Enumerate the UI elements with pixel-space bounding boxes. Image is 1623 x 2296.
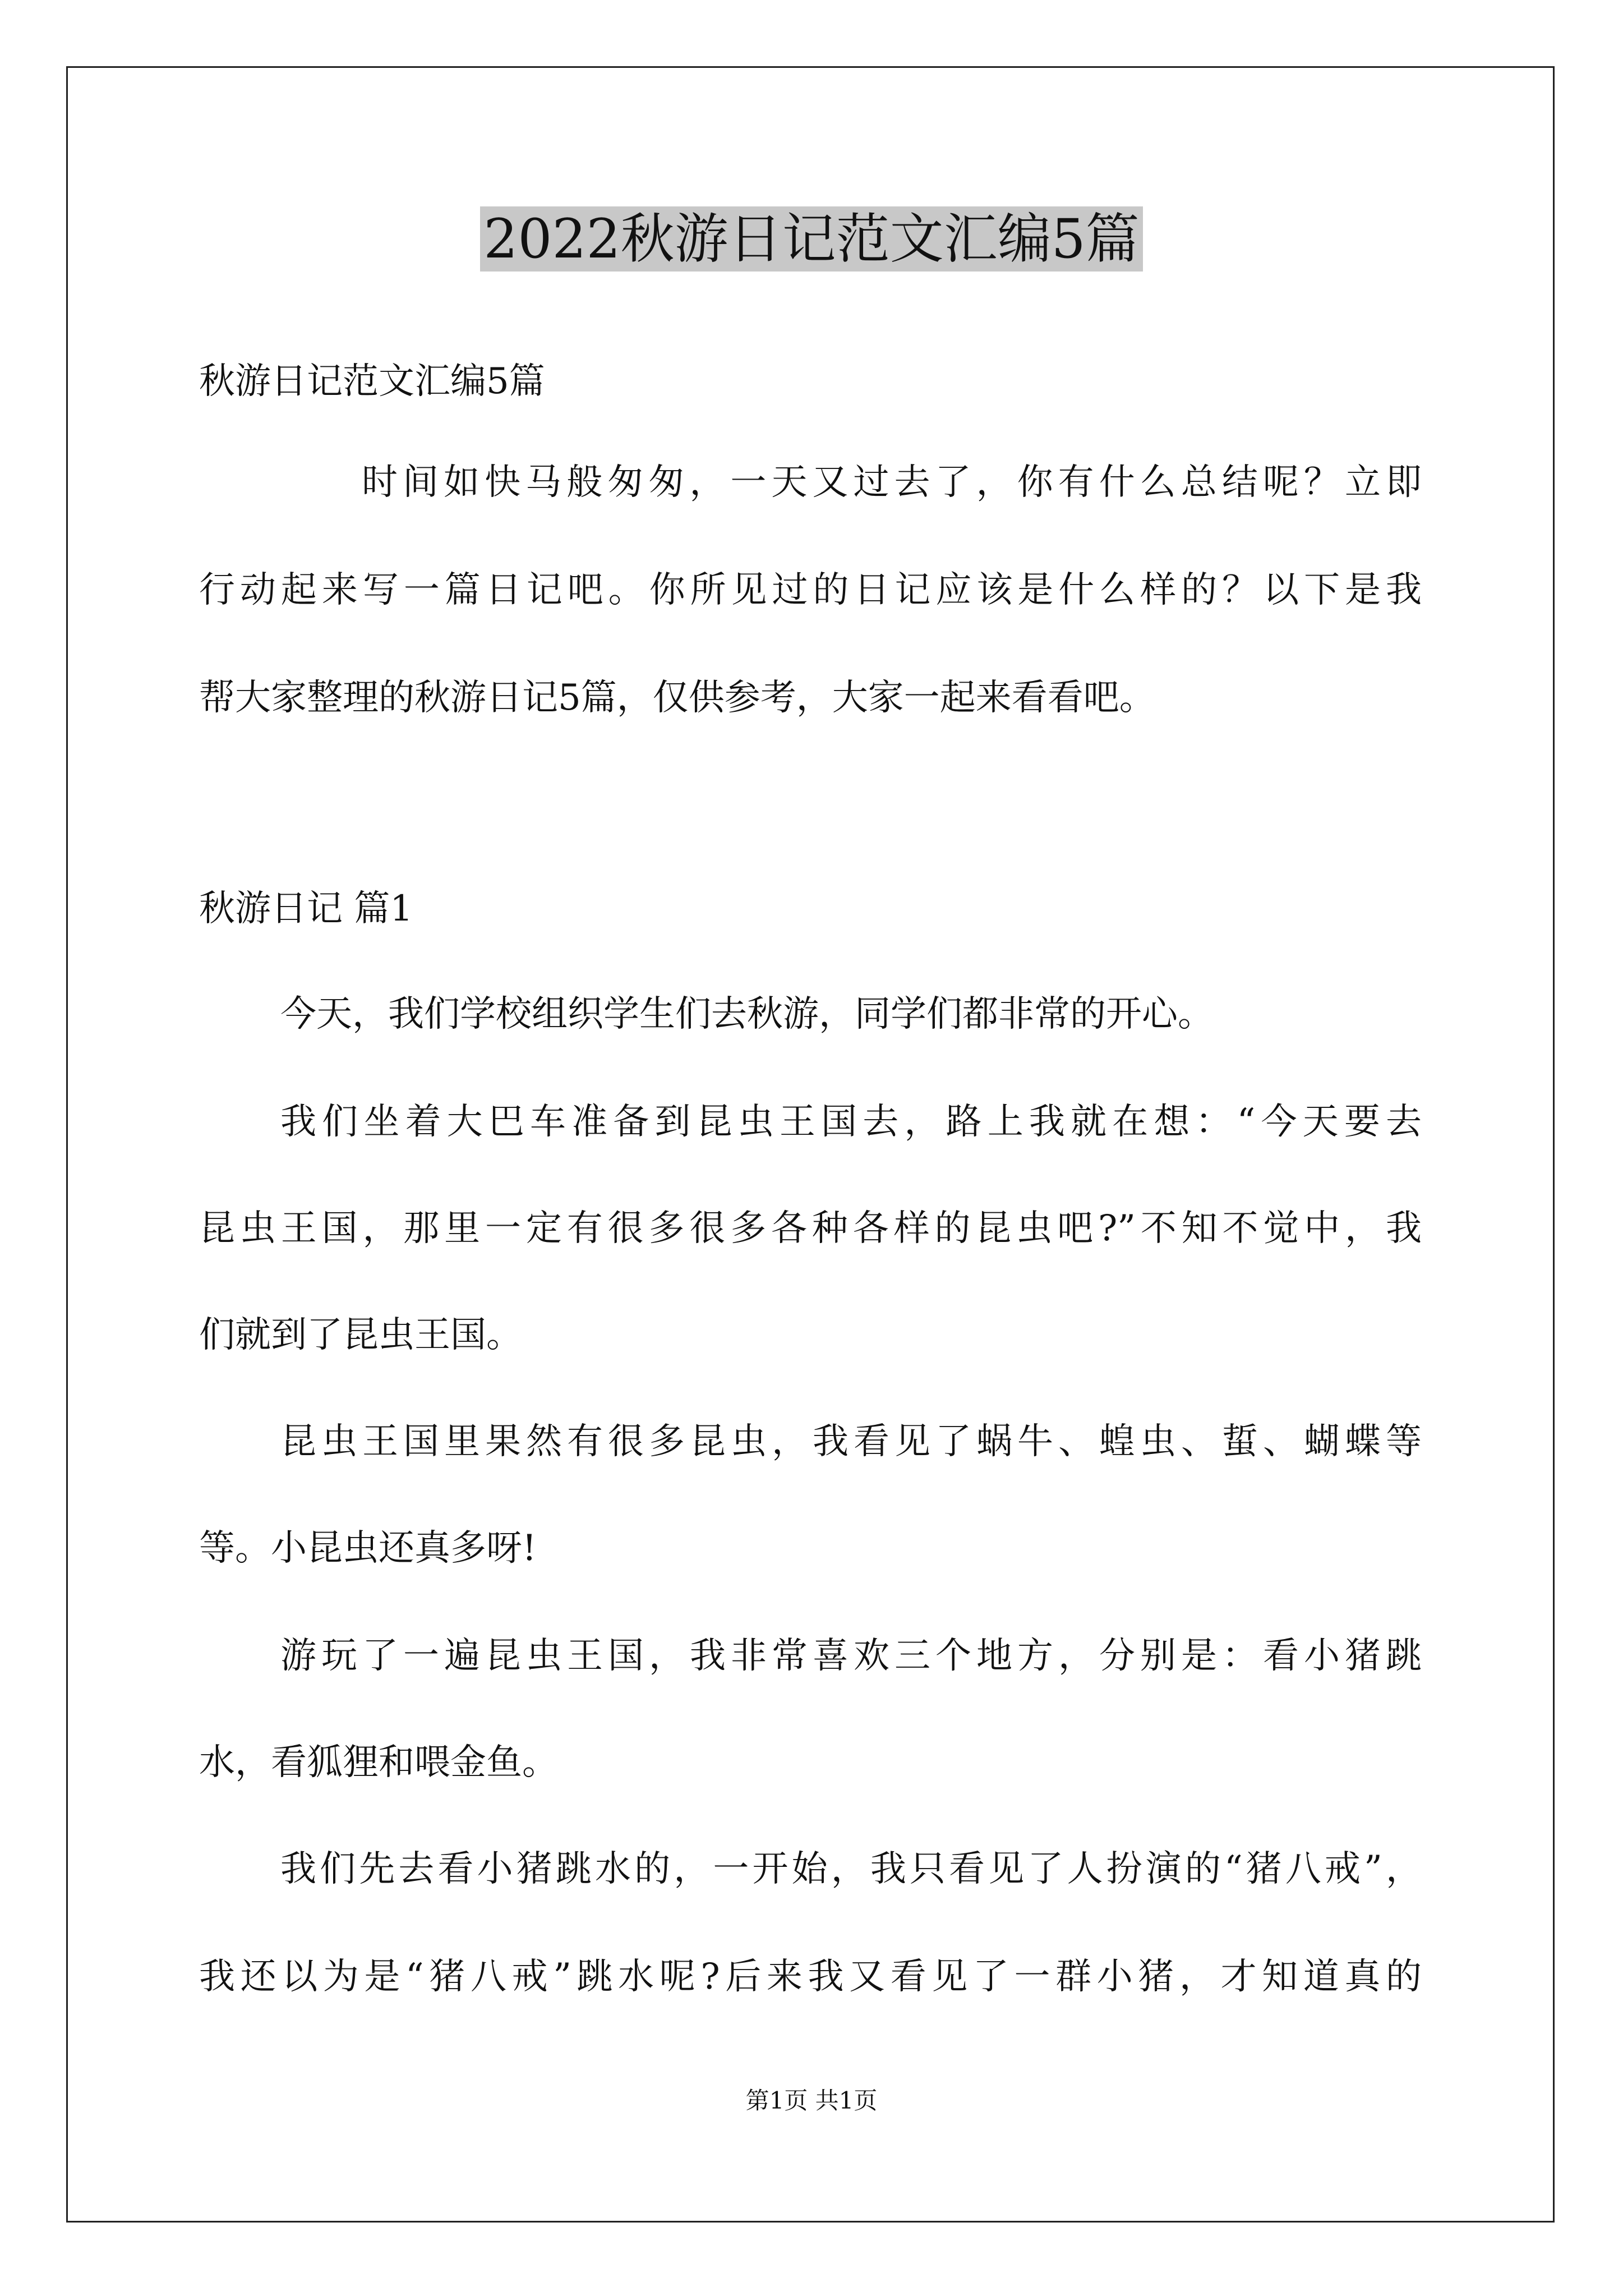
paragraph-line: 我们先去看小猪跳水的，一开始，我只看见了人扮演的“猪八戒”， [280,1848,1422,1890]
paragraph-line: 水，看狐狸和喂金鱼。 [199,1742,558,1783]
paragraph-line: 们就到了昆虫王国。 [199,1314,522,1356]
section-heading: 秋游日记 篇1 [199,888,413,930]
paragraph-line: 等。小昆虫还真多呀! [199,1527,537,1569]
paragraph-line: 我还以为是“猪八戒”跳水呢?后来我又看见了一群小猪，才知道真的 [199,1956,1422,1998]
paragraph-line: 行动起来写一篇日记吧。你所见过的日记应该是什么样的？以下是我 [199,569,1422,611]
paragraph-line: 昆虫王国里果然有很多昆虫，我看见了蜗牛、蝗虫、蜇、蝴蝶等 [280,1421,1422,1462]
paragraph-line: 时间如快马般匆匆，一天又过去了，你有什么总结呢？立即 [362,462,1422,503]
paragraph-line: 游玩了一遍昆虫王国，我非常喜欢三个地方，分别是：看小猪跳 [280,1635,1422,1677]
paragraph-line: 帮大家整理的秋游日记5篇，仅供参考，大家一起来看看吧。 [199,677,1155,719]
document-title [0,202,1623,276]
paragraph-line: 昆虫王国，那里一定有很多很多各种各样的昆虫吧?”不知不觉中，我 [199,1208,1422,1249]
page-footer: 第1页 共1页 [745,2087,878,2114]
paragraph-line: 今天，我们学校组织学生们去秋游，同学们都非常的开心。 [280,993,1214,1035]
subtitle: 秋游日记范文汇编5篇 [199,361,545,402]
paragraph-line: 我们坐着大巴车准备到昆虫王国去，路上我就在想：“今天要去 [280,1101,1422,1143]
title-text: 2022秋游日记范文汇编5篇 [480,206,1142,272]
